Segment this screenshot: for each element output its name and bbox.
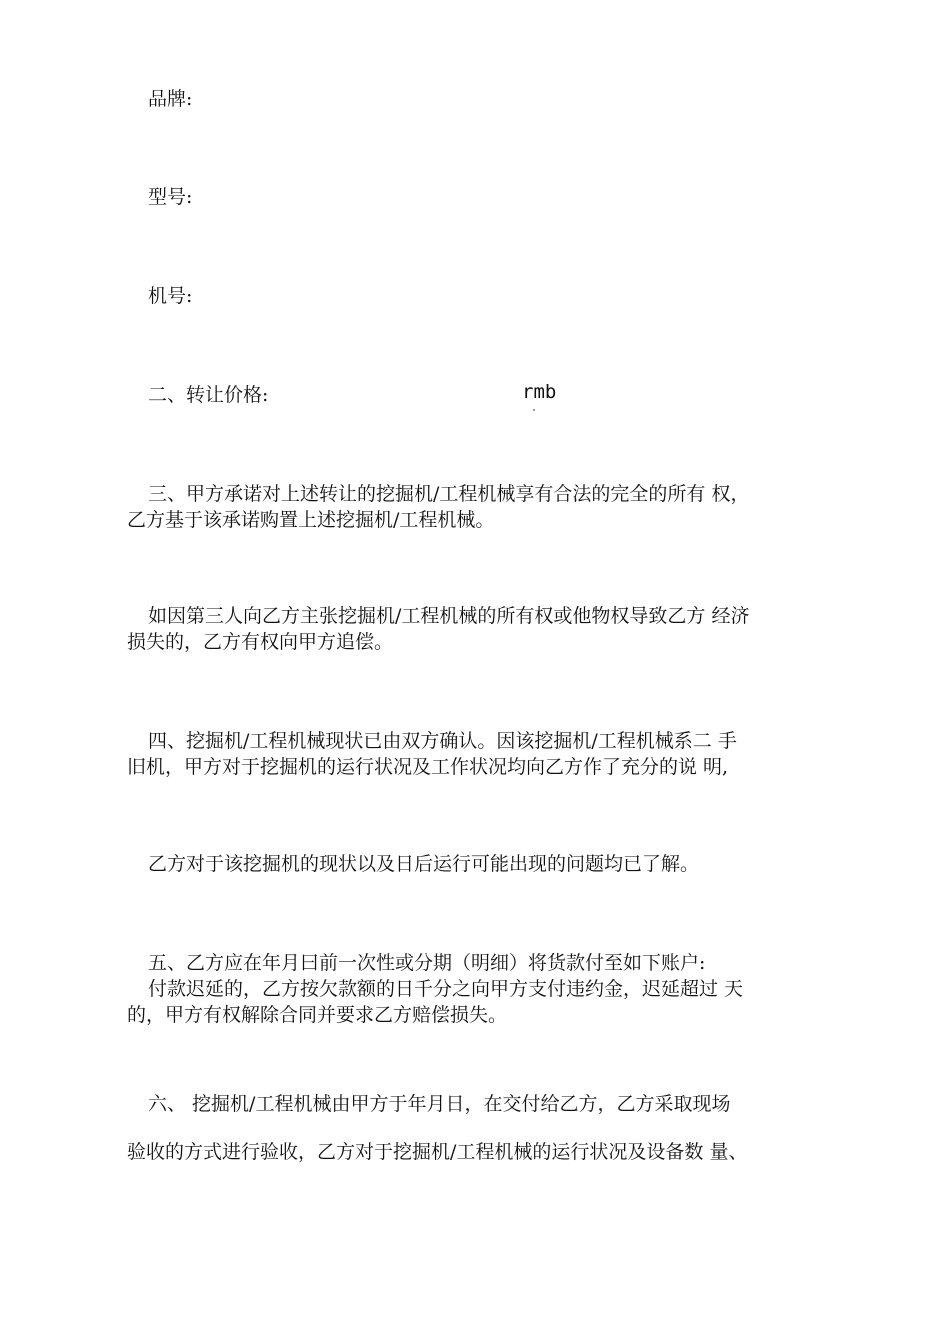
clause-6-line-2: 验收的方式进行验收，乙方对于挖掘机/工程机械的运行状况及设备数 量、 (127, 1141, 748, 1163)
clause-5-line-1: 五、乙方应在年月曰前一次性或分期（明细）将货款付至如下账户: (148, 952, 706, 974)
clause-3-line-1: 三、甲方承诺对上述转让的挖掘机/工程机械享有合法的完全的所有 权， (148, 483, 750, 505)
model-label: 型号: (148, 186, 193, 208)
clause-6-line-1: 六、 挖掘机/工程机械由甲方于年月日，在交付给乙方，乙方采取现场 (148, 1093, 731, 1115)
punctuation-dot (533, 409, 535, 411)
price-currency: rmb (522, 381, 557, 403)
brand-label: 品牌: (148, 88, 193, 110)
clause-3b-line-1: 如因第三人向乙方主张挖掘机/工程机械的所有权或他物权导致乙方 经济 (148, 605, 750, 627)
clause-3-line-2: 乙方基于该承诺购置上述挖掘机/工程机械。 (127, 509, 495, 531)
clause-4-line-1: 四、挖掘机/工程机械现状已由双方确认。因该挖掘机/工程机械系二 手 (148, 730, 737, 752)
clause-5-line-2: 付款迟延的，乙方按欠款额的日千分之向甲方支付违约金，迟延超过 天 (148, 978, 744, 1000)
serial-label: 机号: (148, 285, 193, 307)
clause-3b-line-2: 损失的，乙方有权向甲方追偿。 (127, 631, 394, 653)
clause-4b-line-1: 乙方对于该挖掘机的现状以及日后运行可能出现的问题均已了解。 (148, 853, 700, 875)
price-label: 二、转让价格: (148, 384, 269, 406)
clause-4-line-2: 旧机，甲方对于挖掘机的运行状况及工作状况均向乙方作了充分的说 明, (127, 756, 729, 778)
clause-5-line-3: 的，甲方有权解除合同并要求乙方赔偿损失。 (127, 1004, 508, 1026)
